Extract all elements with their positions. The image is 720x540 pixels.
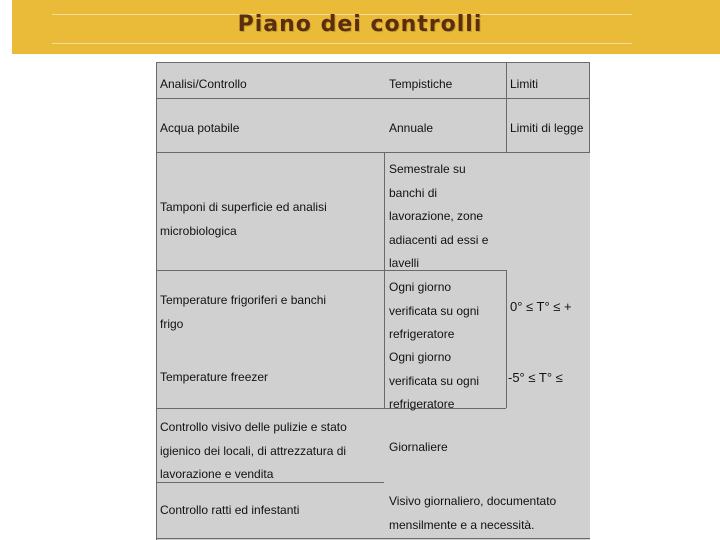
- row6-control: Controllo ratti ed infestanti: [160, 503, 300, 517]
- row2-control: Tamponi di superficie ed analisi microbiologica: [160, 200, 327, 238]
- row-divider-6: [156, 538, 590, 539]
- row4-control: Temperature freezer: [160, 370, 269, 384]
- page-title: Piano dei controlli: [237, 12, 483, 37]
- header-analisi: Analisi/Controllo: [160, 77, 247, 91]
- row1-limit: Limiti di legge: [510, 121, 584, 135]
- row3-limit: 0° ≤ T° ≤ +: [510, 299, 572, 314]
- table-border-left: [156, 62, 157, 540]
- row1-timing: Annuale: [389, 121, 434, 135]
- col-divider-3: [506, 62, 507, 152]
- row5-timing: Giornaliere: [389, 440, 448, 454]
- col-divider-4: [506, 270, 507, 408]
- row1-control: Acqua potabile: [160, 121, 240, 135]
- table-border-right: [589, 62, 590, 152]
- header-tempistiche: Tempistiche: [389, 77, 453, 91]
- row-divider-1: [156, 98, 590, 99]
- row4-timing: Ogni giorno verificata su ogni refrigeratore: [389, 350, 480, 411]
- table-border-top: [156, 62, 590, 63]
- header-limiti: Limiti: [510, 77, 539, 91]
- row5-control: Controllo visivo delle pulizie e stato igienico dei locali, di attrezzatura di lavorazione e vendita: [160, 420, 347, 481]
- row3-control: Temperature frigoriferi e banchi frigo: [160, 293, 327, 331]
- row4-limit: -5° ≤ T° ≤: [508, 370, 563, 385]
- row2-timing: Semestrale su banchi di lavorazione, zone adiacenti ad essi e lavelli: [389, 162, 489, 270]
- col-divider-1: [384, 152, 385, 270]
- row3-timing: Ogni giorno verificata su ogni refrigeratore: [389, 280, 480, 341]
- row6-timing: Visivo giornaliero, documentato mensilmente e a necessità.: [389, 494, 557, 532]
- row-divider-2: [156, 152, 590, 153]
- col-divider-2: [384, 270, 385, 408]
- controls-table: [156, 62, 590, 540]
